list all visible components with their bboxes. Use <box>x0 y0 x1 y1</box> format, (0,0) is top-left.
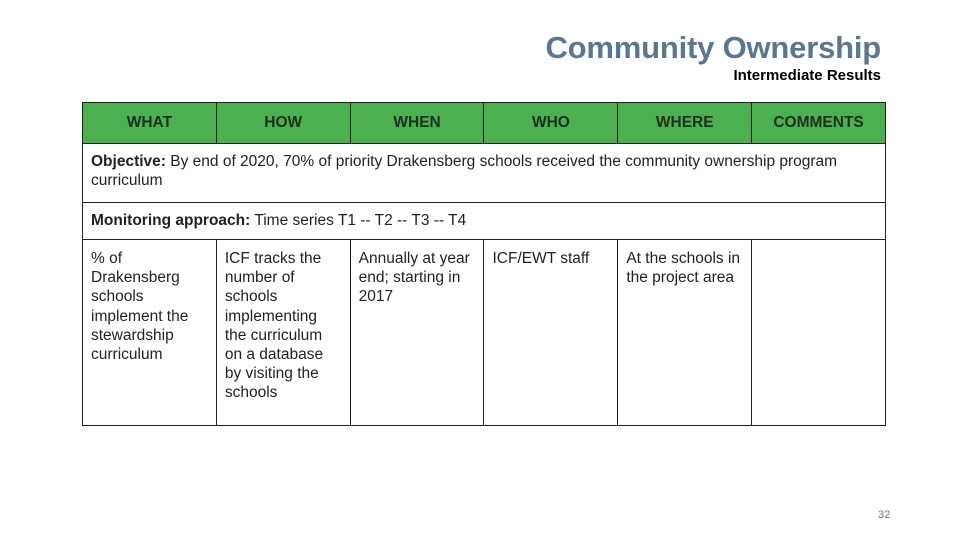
objective-label: Objective: <box>91 153 166 170</box>
cell-comments <box>752 240 886 426</box>
cell-how: ICF tracks the number of schools implementing the curriculum on a database by visiting the schools <box>216 240 350 426</box>
intermediate-results-table <box>82 102 886 426</box>
objective-cell <box>83 144 886 203</box>
page-number: 32 <box>878 509 891 521</box>
page-title: Community Ownership <box>545 30 881 65</box>
column-header-when: WHEN <box>350 103 484 144</box>
column-header-comments: COMMENTS <box>752 103 886 144</box>
monitoring-row <box>83 203 886 240</box>
cell-where: At the schools in the project area <box>618 240 752 426</box>
column-header-what: WHAT <box>83 103 217 144</box>
cell-when: Annually at year end; starting in 2017 <box>350 240 484 426</box>
page-subtitle: Intermediate Results <box>733 67 881 84</box>
cell-who: ICF/EWT staff <box>484 240 618 426</box>
monitoring-text: Time series T1 -- T2 -- T3 -- T4 <box>250 212 467 229</box>
column-header-who: WHO <box>484 103 618 144</box>
objective-row <box>83 144 886 203</box>
objective-text: By end of 2020, 70% of priority Drakensberg schools received the community ownership program curriculum <box>91 153 838 190</box>
monitoring-cell <box>83 203 886 240</box>
monitoring-label: Monitoring approach: <box>91 212 251 229</box>
column-header-how: HOW <box>216 103 350 144</box>
column-header-where: WHERE <box>618 103 752 144</box>
table-header-row <box>83 103 886 144</box>
table-row <box>83 240 886 426</box>
cell-what: % of Drakensberg schools implement the stewardship curriculum <box>83 240 217 426</box>
